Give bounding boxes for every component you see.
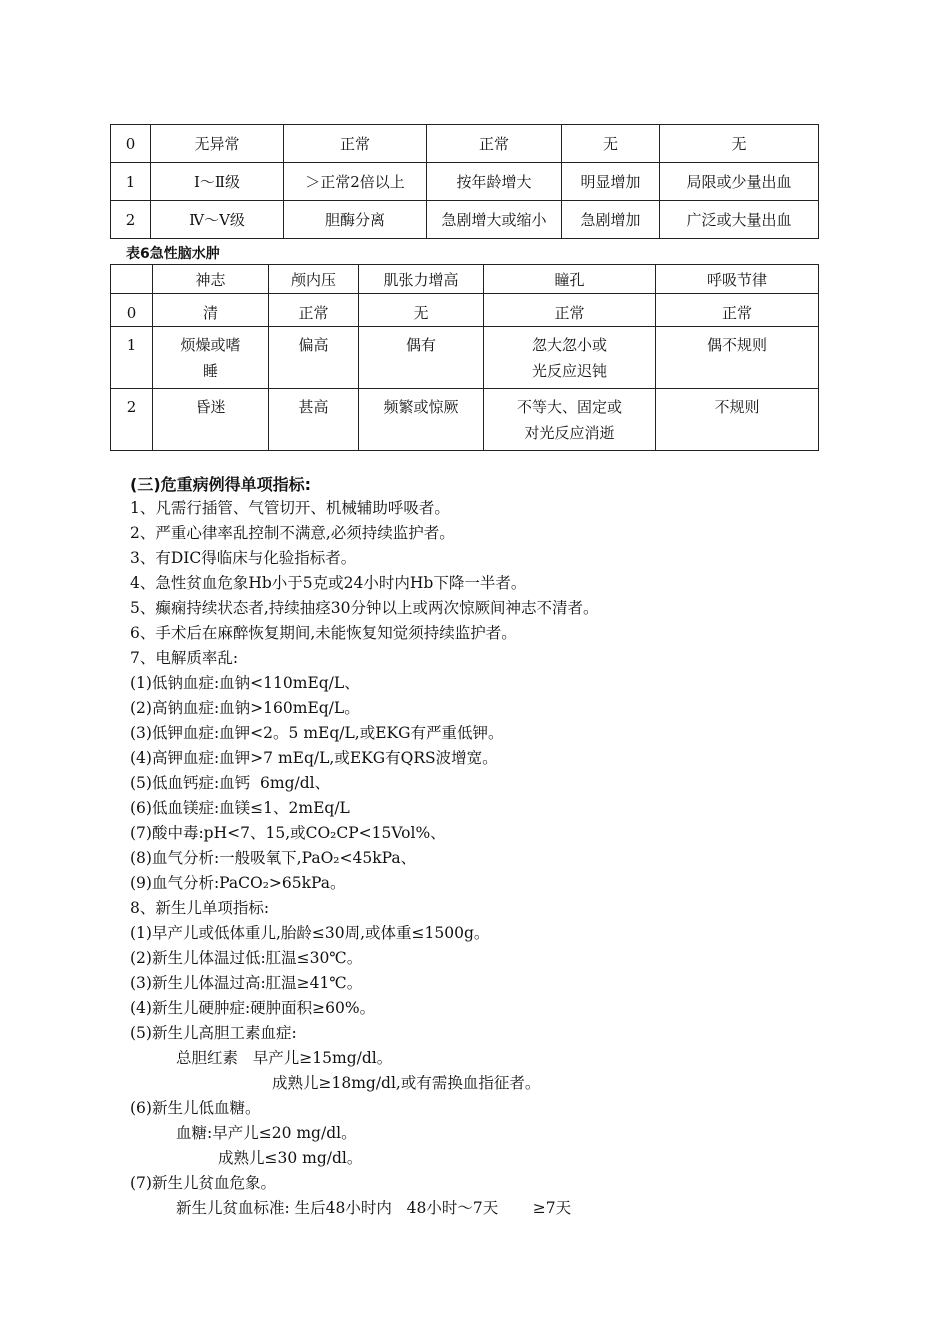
list-item: (5)新生儿高胆工素血症: <box>130 1024 297 1042</box>
list-item: (6)新生儿低血糖。 <box>130 1099 261 1117</box>
table-cell: 偶不规则 <box>656 327 819 389</box>
list-item: 3、有DIC得临床与化验指标者。 <box>130 549 357 567</box>
list-item: 成熟儿≤30 mg/dl。 <box>218 1149 363 1167</box>
list-item: 血糖:早产儿≤20 mg/dl。 <box>176 1124 357 1142</box>
table-row <box>111 201 819 239</box>
list-item: 2、严重心律率乱控制不满意,必须持续监护者。 <box>130 524 455 542</box>
table-6-caption: 表6急性脑水肿 <box>126 246 220 262</box>
table-cell: 明显增加 <box>562 163 660 201</box>
table-cell: 昏迷 <box>153 389 269 451</box>
table-cell: 频繁或惊厥 <box>359 389 484 451</box>
table-header-cell: 神志 <box>153 265 269 294</box>
section-title: (三)危重病例得单项指标: <box>130 475 312 494</box>
list-item: (5)低血钙症:血钙 6mg/dl、 <box>130 774 331 792</box>
table-cell: 无 <box>660 125 819 163</box>
table-cell: 偏高 <box>269 327 359 389</box>
table-row <box>111 125 819 163</box>
table-cell: 烦燥或嗜 睡 <box>153 327 269 389</box>
table-cell: 急剧增加 <box>562 201 660 239</box>
table-header-cell: 呼吸节律 <box>656 265 819 294</box>
list-item: (1)低钠血症:血钠<110mEq/L、 <box>130 674 360 692</box>
table-6-cerebral-edema <box>110 264 819 451</box>
table-cell: Ⅳ～Ⅴ级 <box>151 201 284 239</box>
list-item: 7、电解质率乱: <box>130 649 239 667</box>
table-cell: Ⅰ～Ⅱ级 <box>151 163 284 201</box>
table-cell: 2 <box>111 201 151 239</box>
table-cell: 正常 <box>284 125 427 163</box>
list-item: 4、急性贫血危象Hb小于5克或24小时内Hb下降一半者。 <box>130 574 527 592</box>
table-cell: 胆酶分离 <box>284 201 427 239</box>
table-5-continued <box>110 124 819 239</box>
list-item: 1、凡需行插管、气管切开、机械辅助呼吸者。 <box>130 499 450 517</box>
table-cell: 正常 <box>427 125 562 163</box>
table-row <box>111 294 819 327</box>
table-cell: 无 <box>359 294 484 327</box>
table-header-cell <box>111 265 153 294</box>
list-item: (4)高钾血症:血钾>7 mEq/L,或EKG有QRS波增宽。 <box>130 749 498 767</box>
table-5-body <box>111 125 819 239</box>
table-cell: 正常 <box>484 294 656 327</box>
list-item: (8)血气分析:一般吸氧下,PaO₂<45kPa、 <box>130 849 417 867</box>
table-header-cell: 瞳孔 <box>484 265 656 294</box>
table-cell: 急剧增大或缩小 <box>427 201 562 239</box>
table-header-cell: 颅内压 <box>269 265 359 294</box>
table-row <box>111 327 819 389</box>
table-header-row <box>111 265 819 294</box>
table-cell: 甚高 <box>269 389 359 451</box>
list-item: 5、癫痫持续状态者,持续抽痉30分钟以上或两次惊厥间神志不清者。 <box>130 599 599 617</box>
table-row <box>111 389 819 451</box>
list-item: (3)新生儿体温过高:肛温≥41℃。 <box>130 974 363 992</box>
table-cell: 局限或少量出血 <box>660 163 819 201</box>
list-item: (1)早产儿或低体重儿,胎龄≤30周,或体重≤1500g。 <box>130 924 490 942</box>
list-item: (7)新生儿贫血危象。 <box>130 1174 276 1192</box>
table-cell: 清 <box>153 294 269 327</box>
table-cell: 忽大忽小或 光反应迟钝 <box>484 327 656 389</box>
list-item: (2)新生儿体温过低:肛温≤30℃。 <box>130 949 363 967</box>
table-row <box>111 163 819 201</box>
table-cell: 2 <box>111 389 153 451</box>
list-item: 8、新生儿单项指标: <box>130 899 270 917</box>
table-header-cell: 肌张力增高 <box>359 265 484 294</box>
list-item: (7)酸中毒:pH<7、15,或CO₂CP<15Vol%、 <box>130 824 446 842</box>
table-cell: 无 <box>562 125 660 163</box>
table-cell: 正常 <box>656 294 819 327</box>
table-cell: 正常 <box>269 294 359 327</box>
list-item: 6、手术后在麻醉恢复期间,未能恢复知觉须持续监护者。 <box>130 624 517 642</box>
list-item: (3)低钾血症:血钾<2。5 mEq/L,或EKG有严重低钾。 <box>130 724 504 742</box>
table-cell: 不等大、固定或 对光反应消逝 <box>484 389 656 451</box>
list-item: (6)低血镁症:血镁≤1、2mEq/L <box>130 799 350 817</box>
list-item: 总胆红素 早产儿≥15mg/dl。 <box>176 1049 393 1067</box>
table-cell: 无异常 <box>151 125 284 163</box>
list-item: (4)新生儿硬肿症:硬肿面积≥60%。 <box>130 999 376 1017</box>
table-cell: 0 <box>111 125 151 163</box>
indicator-list <box>130 496 830 1221</box>
table-6-body <box>111 265 819 451</box>
table-cell: ＞正常2倍以上 <box>284 163 427 201</box>
table-cell: 偶有 <box>359 327 484 389</box>
table-cell: 按年龄增大 <box>427 163 562 201</box>
table-cell: 1 <box>111 163 151 201</box>
table-cell: 1 <box>111 327 153 389</box>
list-item: 成熟儿≥18mg/dl,或有需换血指征者。 <box>272 1074 541 1092</box>
table-cell: 不规则 <box>656 389 819 451</box>
list-item: (9)血气分析:PaCO₂>65kPa。 <box>130 874 346 892</box>
list-item: 新生儿贫血标准: 生后48小时内 48小时～7天 ≥7天 <box>176 1199 572 1217</box>
table-cell: 广泛或大量出血 <box>660 201 819 239</box>
table-cell: 0 <box>111 294 153 327</box>
list-item: (2)高钠血症:血钠>160mEq/L。 <box>130 699 360 717</box>
